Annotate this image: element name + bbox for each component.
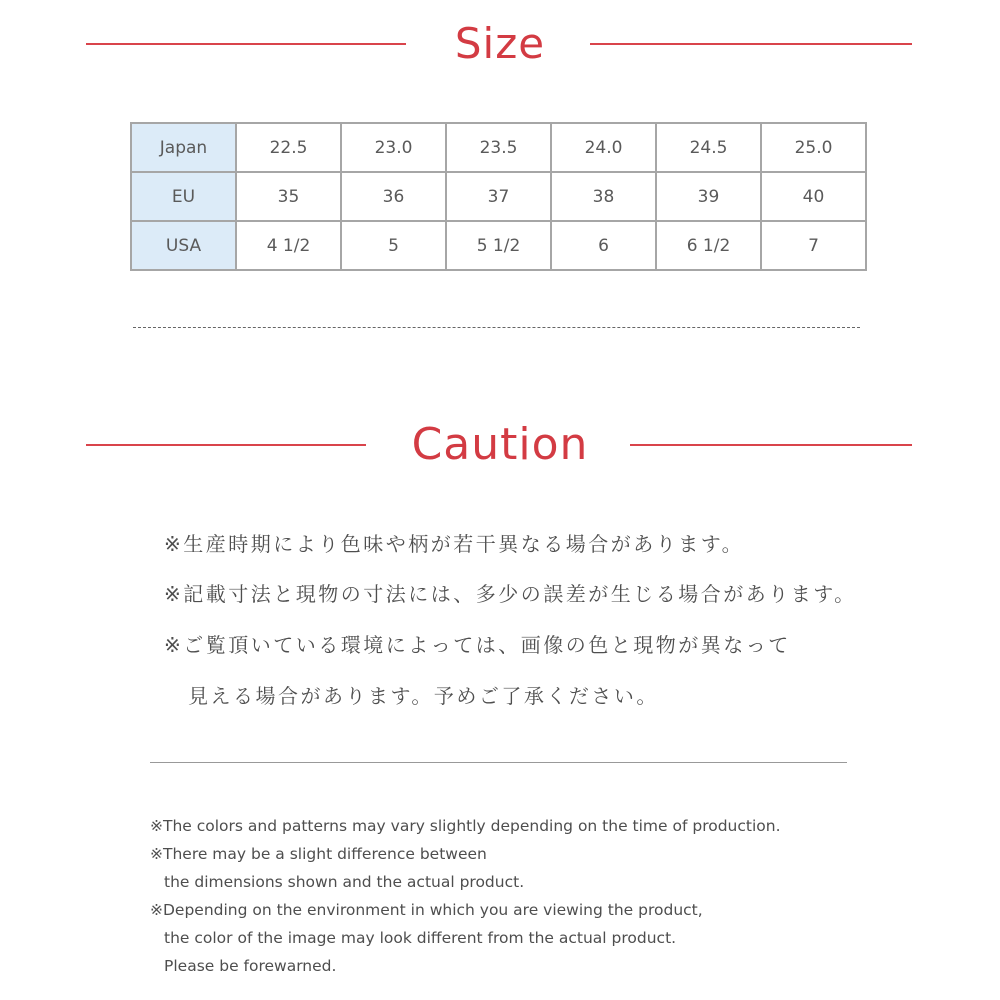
thin-divider <box>150 762 847 763</box>
table-cell: 23.5 <box>446 123 551 172</box>
caution-en-line-3: the dimensions shown and the actual product. <box>164 873 525 891</box>
table-cell: 35 <box>236 172 341 221</box>
table-cell: 24.5 <box>656 123 761 172</box>
row-label-eu: EU <box>131 172 236 221</box>
caution-jp-line-1: ※生産時期により色味や柄が若干異なる場合があります。 <box>164 532 745 556</box>
table-row-japan <box>131 123 866 172</box>
row-label-usa: USA <box>131 221 236 270</box>
row-label-japan: Japan <box>131 123 236 172</box>
table-row-usa <box>131 221 866 270</box>
caution-en-line-6: Please be forewarned. <box>164 957 337 975</box>
table-cell: 23.0 <box>341 123 446 172</box>
caution-en-line-4: ※Depending on the environment in which you are viewing the product, <box>150 901 703 919</box>
size-heading: Size <box>454 19 546 68</box>
table-cell: 24.0 <box>551 123 656 172</box>
caution-jp-line-4: 見える場合があります。予めご了承ください。 <box>188 684 659 708</box>
dashed-divider <box>133 327 860 328</box>
table-cell: 6 <box>551 221 656 270</box>
table-cell: 36 <box>341 172 446 221</box>
table-cell: 37 <box>446 172 551 221</box>
size-table <box>130 122 867 271</box>
table-cell: 25.0 <box>761 123 866 172</box>
table-cell: 6 1/2 <box>656 221 761 270</box>
caution-en-line-5: the color of the image may look different from the actual product. <box>164 929 677 947</box>
table-cell: 5 <box>341 221 446 270</box>
caution-jp-line-3: ※ご覧頂いている環境によっては、画像の色と現物が異なって <box>164 633 791 657</box>
caution-en-line-2: ※There may be a slight difference between <box>150 845 487 863</box>
caution-heading: Caution <box>411 419 589 470</box>
caution-jp-line-2: ※記載寸法と現物の寸法には、多少の誤差が生じる場合があります。 <box>164 582 857 606</box>
table-cell: 38 <box>551 172 656 221</box>
table-cell: 5 1/2 <box>446 221 551 270</box>
table-cell: 22.5 <box>236 123 341 172</box>
size-rule-right <box>590 43 912 45</box>
table-row-eu <box>131 172 866 221</box>
table-cell: 4 1/2 <box>236 221 341 270</box>
caution-en-line-1: ※The colors and patterns may vary slightly depending on the time of production. <box>150 817 781 835</box>
table-cell: 39 <box>656 172 761 221</box>
caution-rule-right <box>630 444 912 446</box>
table-cell: 7 <box>761 221 866 270</box>
table-cell: 40 <box>761 172 866 221</box>
